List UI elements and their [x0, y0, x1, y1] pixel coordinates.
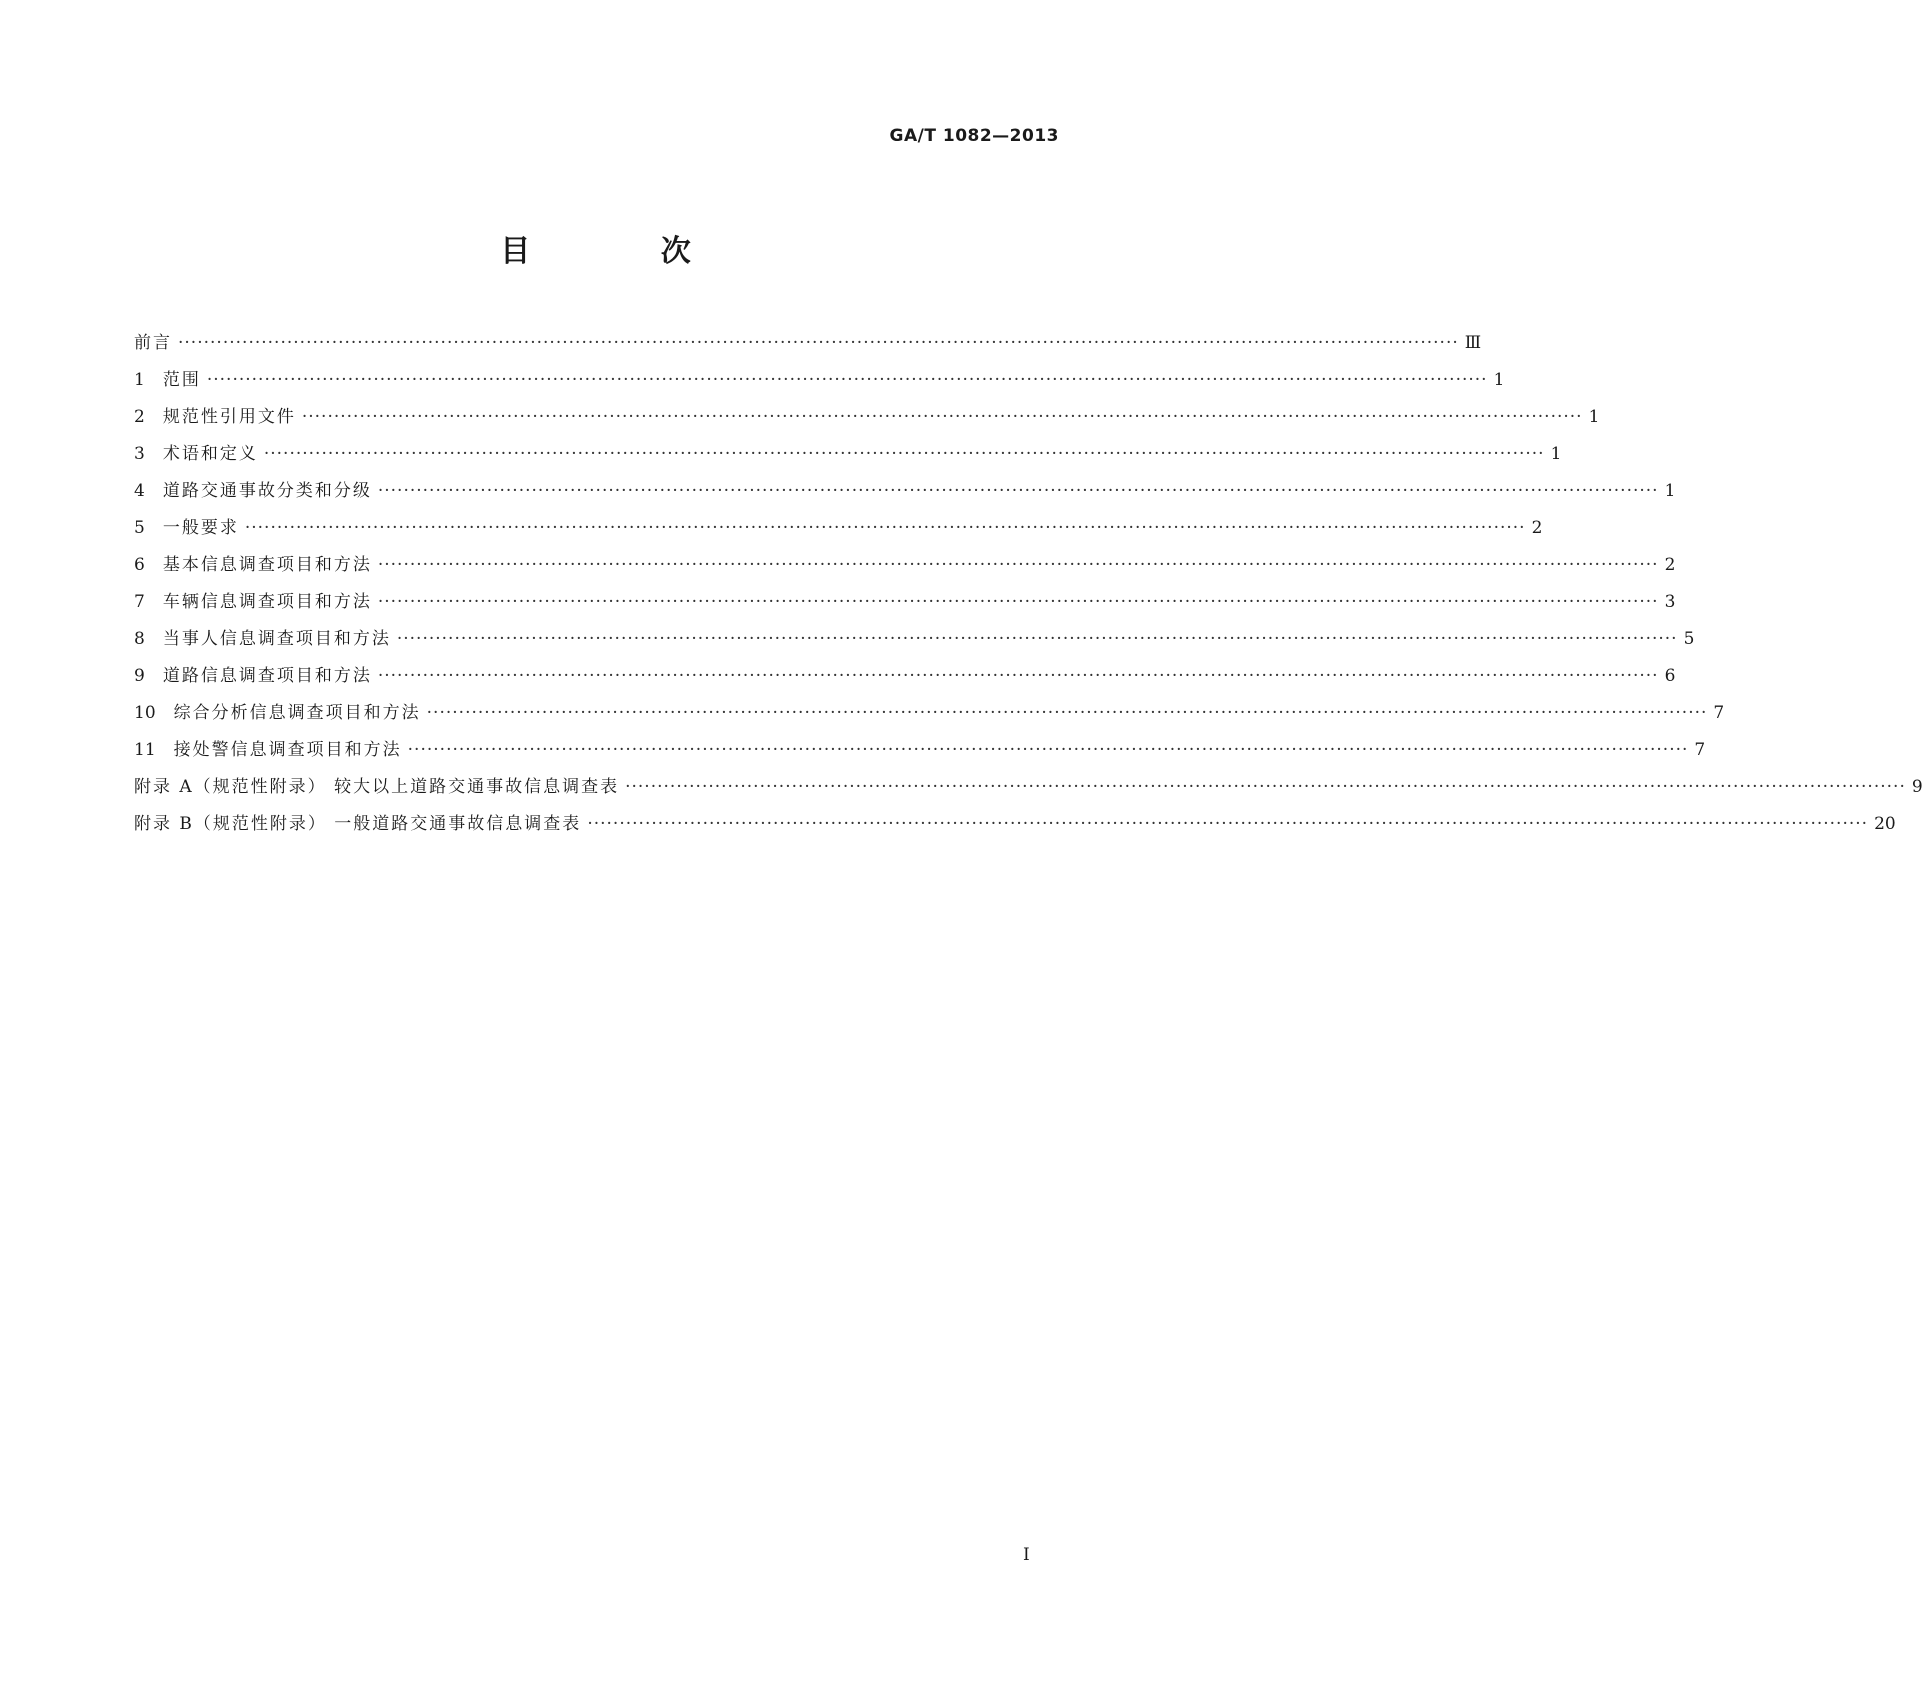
toc-entry-label: 道路交通事故分类和分级 [162, 481, 372, 501]
toc-entry-number: 11 [134, 740, 156, 760]
toc-entry-page: 3 [1664, 592, 1676, 612]
toc-entry-6[interactable] [134, 550, 1676, 587]
page-number: I [1023, 1545, 1030, 1565]
toc-entry-number: 1 [134, 370, 145, 390]
toc-entry-label: 当事人信息调查项目和方法 [162, 629, 391, 649]
table-of-contents [134, 328, 1923, 846]
toc-entry-number: 6 [134, 555, 145, 575]
toc-title: 目 次 [500, 234, 751, 269]
toc-leader-dots: ········································································································································································································ [625, 777, 1906, 797]
toc-leader-dots: ········································································································································································································ [206, 370, 1488, 390]
toc-entry-page: 7 [1694, 740, 1706, 760]
toc-entry-number: 3 [134, 444, 145, 464]
toc-entry-page: 2 [1664, 555, 1676, 575]
toc-leader-dots: ········································································································································································································ [263, 444, 1545, 464]
toc-entry-9[interactable] [134, 661, 1676, 698]
toc-entry-page: 1 [1588, 407, 1600, 427]
toc-leader-dots: ········································································································································································································ [301, 407, 1583, 427]
toc-entry-label: 附录 B（规范性附录） 一般道路交通事故信息调查表 [134, 814, 582, 834]
toc-leader-dots: ········································································································································································································ [377, 592, 1659, 612]
toc-entry-label: 范围 [162, 370, 201, 390]
toc-leader-dots: ········································································································································································································ [377, 481, 1659, 501]
toc-entry-label: 车辆信息调查项目和方法 [162, 592, 372, 612]
toc-entry-page: 5 [1683, 629, 1695, 649]
toc-leader-dots: ········································································································································································································ [178, 333, 1459, 353]
standard-number: GA/T 1082—2013 [889, 126, 1059, 146]
toc-leader-dots: ········································································································································································································ [244, 518, 1526, 538]
toc-entry-label: 基本信息调查项目和方法 [162, 555, 372, 575]
toc-entry-page: 1 [1493, 370, 1505, 390]
toc-entry-4[interactable] [134, 476, 1676, 513]
toc-entry-label: 前言 [134, 333, 172, 353]
toc-entry-label: 附录 A（规范性附录） 较大以上道路交通事故信息调查表 [134, 777, 620, 797]
toc-entry-number: 5 [134, 518, 145, 538]
toc-entry-number: 4 [134, 481, 145, 501]
toc-entry-number: 8 [134, 629, 145, 649]
toc-entry-page: 7 [1713, 703, 1725, 723]
toc-entry-page: 2 [1531, 518, 1543, 538]
toc-entry-2[interactable] [134, 402, 1600, 439]
toc-entry-label: 一般要求 [162, 518, 239, 538]
toc-entry-label: 接处警信息调查项目和方法 [173, 740, 402, 760]
toc-leader-dots: ········································································································································································································ [377, 555, 1659, 575]
toc-entry-1[interactable] [134, 365, 1505, 402]
toc-entry-11[interactable] [134, 735, 1706, 772]
toc-entry-number: 2 [134, 407, 145, 427]
toc-entry-label: 规范性引用文件 [162, 407, 296, 427]
toc-entry-foreword[interactable] [134, 328, 1482, 365]
toc-leader-dots: ········································································································································································································ [587, 814, 1869, 834]
toc-entry-5[interactable] [134, 513, 1543, 550]
toc-leader-dots: ········································································································································································································ [407, 740, 1689, 760]
toc-entry-number: 10 [134, 703, 156, 723]
toc-entry-10[interactable] [134, 698, 1725, 735]
toc-entry-page: 9 [1911, 777, 1923, 797]
toc-entry-page: 1 [1550, 444, 1562, 464]
toc-leader-dots: ········································································································································································································ [377, 666, 1659, 686]
toc-entry-page: 1 [1664, 481, 1676, 501]
toc-entry-number: 9 [134, 666, 145, 686]
toc-entry-page: 20 [1874, 814, 1896, 834]
toc-entry-8[interactable] [134, 624, 1695, 661]
toc-entry-3[interactable] [134, 439, 1562, 476]
toc-entry-page: Ⅲ [1464, 333, 1482, 353]
toc-entry-7[interactable] [134, 587, 1676, 624]
toc-entry-page: 6 [1664, 666, 1676, 686]
toc-leader-dots: ········································································································································································································ [426, 703, 1708, 723]
toc-entry-label: 术语和定义 [162, 444, 258, 464]
toc-entry-label: 道路信息调查项目和方法 [162, 666, 372, 686]
toc-entry-appendix-b[interactable] [134, 809, 1896, 846]
toc-leader-dots: ········································································································································································································ [396, 629, 1678, 649]
toc-entry-label: 综合分析信息调查项目和方法 [173, 703, 421, 723]
toc-entry-appendix-a[interactable] [134, 772, 1923, 809]
toc-entry-number: 7 [134, 592, 145, 612]
